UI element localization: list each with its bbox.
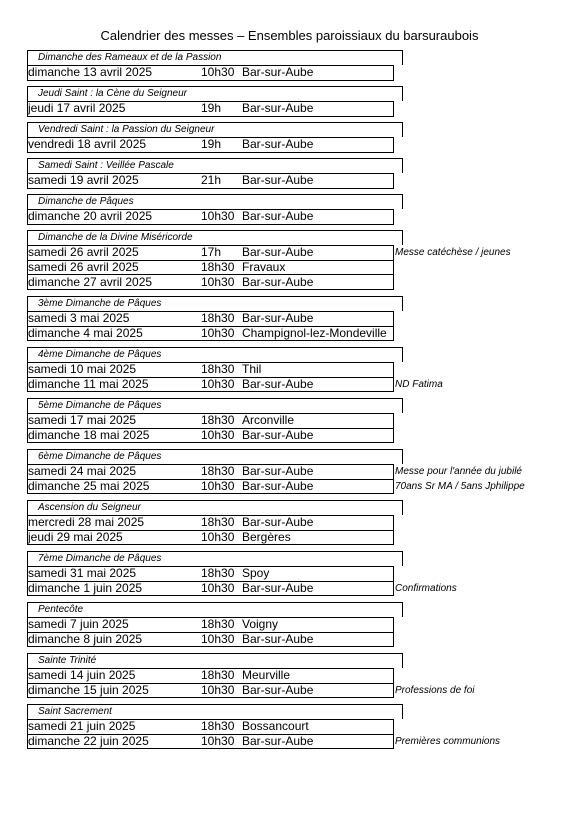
mass-date: samedi 7 juin 2025 [28,617,129,631]
mass-date: samedi 21 juin 2025 [28,719,136,733]
celebration-heading: Jeudi Saint : la Cène du Seigneur [27,86,403,101]
mass-place: Bar-sur-Aube [242,65,314,79]
mass-place: Bar-sur-Aube [242,479,314,493]
mass-place: Bar-sur-Aube [242,515,314,529]
mass-date: jeudi 17 avril 2025 [28,101,126,115]
mass-row [27,101,567,116]
mass-schedule [27,50,567,755]
mass-date: samedi 14 juin 2025 [28,668,136,682]
celebration-heading: Pentecôte [27,602,403,617]
mass-time: 10h30 [201,209,235,223]
mass-place: Bar-sur-Aube [242,428,314,442]
mass-row [27,581,567,596]
mass-place: Bar-sur-Aube [242,275,314,289]
celebration-heading: Saint Sacrement [27,704,403,719]
mass-date: dimanche 11 mai 2025 [28,377,149,391]
mass-time: 10h30 [201,326,235,340]
mass-place: Bar-sur-Aube [242,683,314,697]
mass-place: Bar-sur-Aube [242,209,314,223]
mass-date: samedi 26 avril 2025 [28,245,139,259]
mass-date: mercredi 28 mai 2025 [28,515,145,529]
mass-time: 17h [201,245,222,259]
mass-note: Messe catéchèse / jeunes [395,247,511,258]
mass-time: 10h30 [201,683,235,697]
mass-date: dimanche 25 mai 2025 [28,479,150,493]
mass-date: samedi 17 mai 2025 [28,413,137,427]
mass-row [27,617,567,632]
celebration-block [27,158,567,188]
celebration-heading: 7ème Dimanche de Pâques [27,551,403,566]
mass-time: 18h30 [201,617,235,631]
mass-date: jeudi 29 mai 2025 [28,530,123,544]
mass-place: Bar-sur-Aube [242,311,314,325]
celebration-block [27,551,567,596]
mass-time: 10h30 [201,275,235,289]
mass-place: Voigny [242,617,279,631]
mass-row [27,326,567,341]
mass-row [27,632,567,647]
mass-date: dimanche 22 juin 2025 [28,734,149,748]
mass-place: Thil [242,362,262,376]
celebration-heading: Dimanche des Rameaux et de la Passion [27,50,403,65]
mass-date: dimanche 18 mai 2025 [28,428,150,442]
mass-row [27,479,567,494]
celebration-heading: Sainte Trinité [27,653,403,668]
mass-place: Bar-sur-Aube [242,734,314,748]
mass-note: Professions de foi [395,685,475,696]
mass-time: 21h [201,173,222,187]
mass-time: 19h [201,101,222,115]
celebration-heading: Vendredi Saint : la Passion du Seigneur [27,122,403,137]
mass-time: 10h30 [201,581,235,595]
celebration-block [27,296,567,341]
mass-row [27,413,567,428]
mass-note: 70ans Sr MA / 5ans Jphilippe [395,481,525,492]
celebration-heading: 6ème Dimanche de Pâques [27,449,403,464]
mass-place: Arconville [242,413,295,427]
mass-row [27,173,567,188]
mass-date: samedi 3 mai 2025 [28,311,130,325]
mass-row [27,530,567,545]
celebration-heading: 4ème Dimanche de Pâques [27,347,403,362]
page-title: Calendrier des messes – Ensembles paroissiaux du barsuraubois [100,28,479,43]
celebration-heading: Ascension du Seigneur [27,500,403,515]
mass-row [27,209,567,224]
mass-time: 10h30 [201,632,235,646]
mass-time: 18h30 [201,566,235,580]
mass-time: 10h30 [201,734,235,748]
mass-place: Fravaux [242,260,286,274]
mass-place: Spoy [242,566,270,580]
mass-row [27,377,567,392]
mass-note: ND Fatima [395,379,443,390]
celebration-heading: 3ème Dimanche de Pâques [27,296,403,311]
mass-time: 10h30 [201,428,235,442]
mass-note: Confirmations [395,583,457,594]
mass-time: 18h30 [201,464,235,478]
celebration-heading: Samedi Saint : Veillée Pascale [27,158,403,173]
mass-date: dimanche 15 juin 2025 [28,683,149,697]
celebration-block [27,449,567,494]
mass-time: 10h30 [201,530,235,544]
mass-date: samedi 31 mai 2025 [28,566,137,580]
mass-place: Bergères [242,530,291,544]
celebration-block [27,398,567,443]
mass-place: Bar-sur-Aube [242,464,314,478]
mass-row [27,65,567,80]
celebration-heading: Dimanche de Pâques [27,194,403,209]
mass-date: samedi 10 mai 2025 [28,362,137,376]
mass-time: 18h30 [201,413,235,427]
mass-place: Meurville [242,668,291,682]
mass-note: Premières communions [395,736,501,747]
mass-note: Messe pour l'année du jubilé [395,466,522,477]
mass-place: Champignol-lez-Mondeville [242,326,387,340]
mass-row [27,719,567,734]
mass-row [27,362,567,377]
mass-place: Bossancourt [242,719,309,733]
mass-row [27,260,567,275]
mass-place: Bar-sur-Aube [242,173,314,187]
mass-date: vendredi 18 avril 2025 [28,137,147,151]
mass-row [27,311,567,326]
mass-time: 10h30 [201,479,235,493]
celebration-block [27,122,567,152]
mass-date: dimanche 27 avril 2025 [28,275,153,289]
celebration-block [27,500,567,545]
celebration-block [27,230,567,290]
mass-date: dimanche 8 juin 2025 [28,632,143,646]
mass-time: 19h [201,137,222,151]
mass-time: 10h30 [201,65,235,79]
mass-row [27,275,567,290]
mass-date: dimanche 20 avril 2025 [28,209,153,223]
mass-row [27,683,567,698]
celebration-block [27,194,567,224]
mass-row [27,668,567,683]
mass-date: dimanche 13 avril 2025 [28,65,153,79]
mass-date: samedi 24 mai 2025 [28,464,137,478]
mass-place: Bar-sur-Aube [242,632,314,646]
celebration-heading: 5ème Dimanche de Pâques [27,398,403,413]
mass-date: dimanche 1 juin 2025 [28,581,143,595]
mass-time: 18h30 [201,668,235,682]
mass-row [27,464,567,479]
celebration-block [27,704,567,749]
mass-time: 10h30 [201,377,235,391]
mass-row [27,137,567,152]
celebration-block [27,602,567,647]
celebration-block [27,347,567,392]
mass-place: Bar-sur-Aube [242,581,314,595]
mass-time: 18h30 [201,362,235,376]
mass-place: Bar-sur-Aube [242,137,314,151]
mass-date: samedi 26 avril 2025 [28,260,139,274]
mass-row [27,734,567,749]
celebration-block [27,653,567,698]
mass-row [27,245,567,260]
mass-time: 18h30 [201,311,235,325]
celebration-block [27,86,567,116]
mass-row [27,428,567,443]
celebration-block [27,50,567,80]
mass-date: dimanche 4 mai 2025 [28,326,143,340]
mass-place: Bar-sur-Aube [242,245,314,259]
mass-place: Bar-sur-Aube [242,377,314,391]
mass-date: samedi 19 avril 2025 [28,173,139,187]
mass-row [27,515,567,530]
mass-place: Bar-sur-Aube [242,101,314,115]
mass-time: 18h30 [201,260,235,274]
mass-time: 18h30 [201,515,235,529]
celebration-heading: Dimanche de la Divine Miséricorde [27,230,403,245]
mass-time: 18h30 [201,719,235,733]
mass-row [27,566,567,581]
